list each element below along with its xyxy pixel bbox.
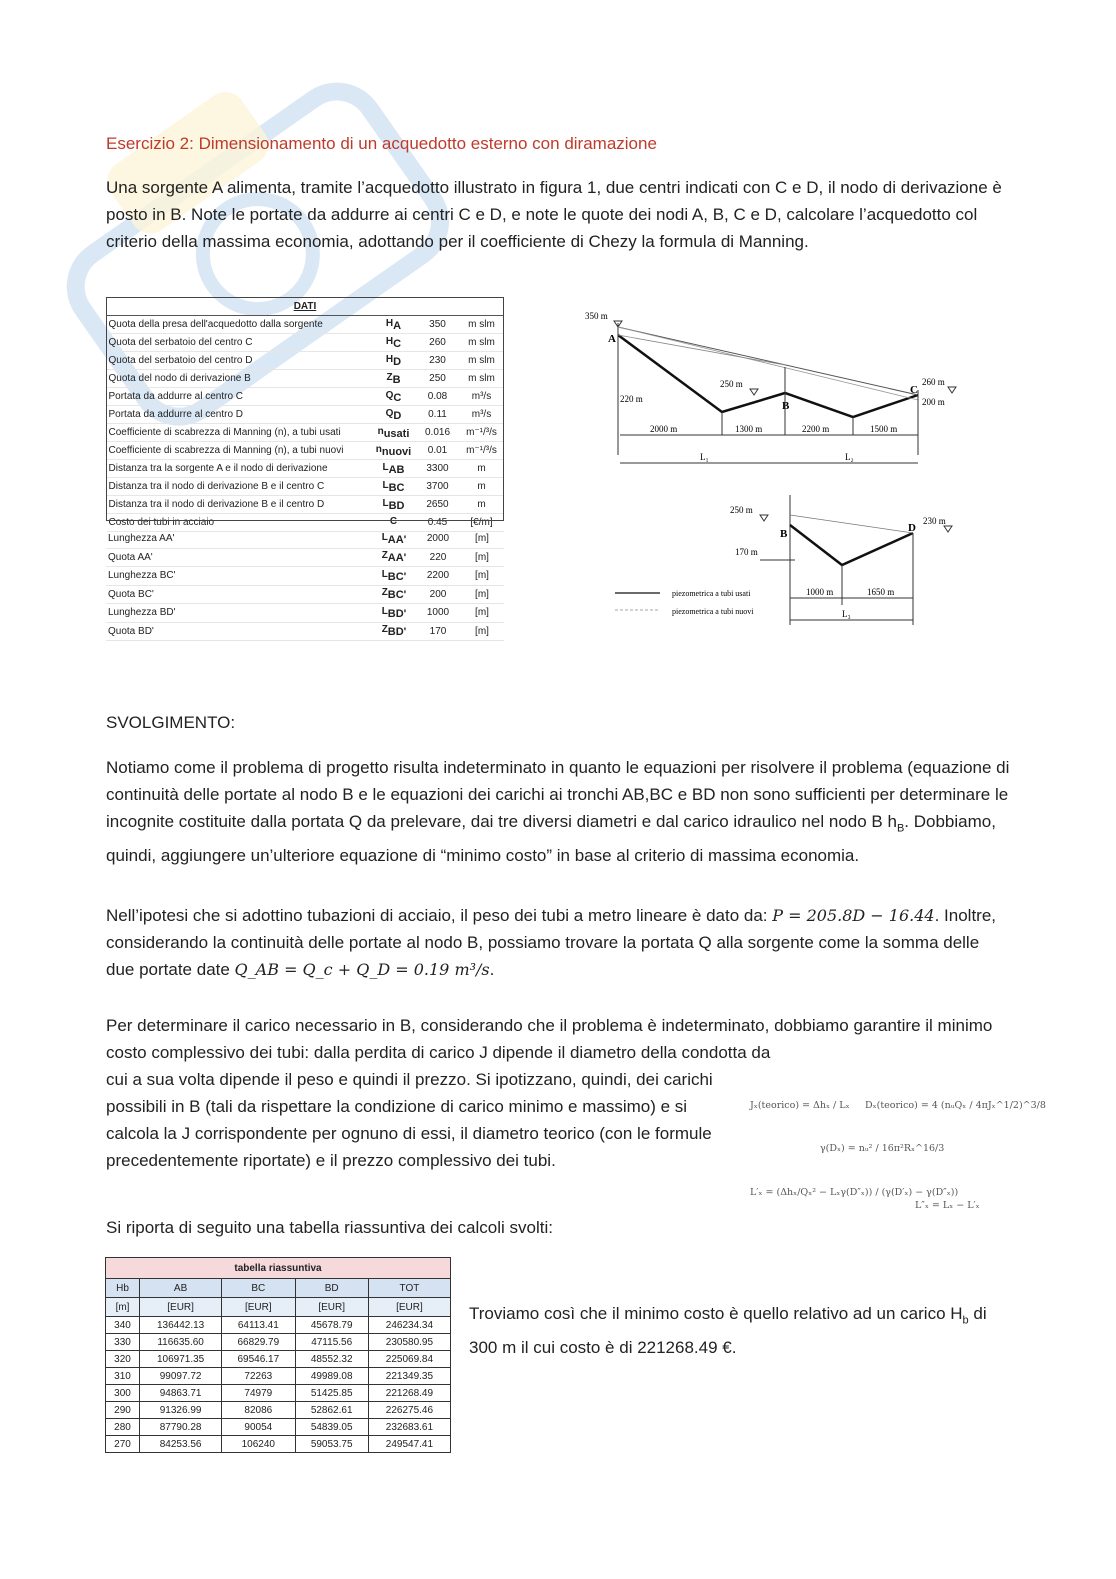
dati-value: 250 <box>416 370 460 388</box>
dati-value: 0.11 <box>416 406 460 424</box>
summary-cell: 84253.56 <box>140 1436 222 1453</box>
legend-new: piezometrica a tubi nuovi <box>672 607 754 616</box>
formula-d: Dₓ(teorico) = 4 (nᵤQₓ / 4πJₓ^1/2)^3/8 <box>865 1100 1046 1111</box>
summary-cell: 310 <box>106 1368 140 1385</box>
dati-symbol: $L_{BC}$ <box>372 478 416 496</box>
summary-cell: 116635.60 <box>140 1334 222 1351</box>
summary-cell: 82086 <box>222 1402 295 1419</box>
summary-unit-cell: [EUR] <box>368 1298 450 1317</box>
dati-symbol: $n_{nuovi}$ <box>372 442 416 460</box>
dati-value: 3700 <box>416 478 460 496</box>
label-aa-elev: 220 m <box>620 394 643 404</box>
dati-value: 200 <box>416 585 460 604</box>
dati-symbol: $H_D$ <box>372 352 416 370</box>
dati-symbol: $L_{AB}$ <box>372 460 416 478</box>
dati-unit: m slm <box>460 370 504 388</box>
summary-header-cell: AB <box>140 1279 222 1298</box>
summary-cell: 69546.17 <box>222 1351 295 1368</box>
summary-cell: 246234.34 <box>368 1317 450 1334</box>
paragraph-carico-2: cui a sua volta dipende il peso e quindi il prezzo. Si ipotizzano, quindi, dei carichi possibili in B (tali da rispettare la condizione di carico minimo e massimo) e si calcola la J corrispondente per ognuno di essi, il diametro teorico (con le formule precedentemente riportate) e il prezzo complessivo dei tubi. <box>106 1070 713 1170</box>
dati-value: 2650 <box>416 496 460 514</box>
summary-cell: 49989.08 <box>295 1368 368 1385</box>
dati-unit: [m] <box>460 585 504 604</box>
dati-row <box>107 370 504 388</box>
dati-unit: m slm <box>460 316 504 334</box>
dati-symbol: $L_{BD'}$ <box>372 604 416 623</box>
summary-cell: 47115.56 <box>295 1334 368 1351</box>
dati-unit: m <box>460 478 504 496</box>
dati-row <box>107 406 504 424</box>
paragraph-carico-1: Per determinare il carico necessario in B, considerando che il problema è indeterminato, dobbiamo garantire il minimo costo complessivo dei tubi: dalla perdita di carico J dipende il diametro della condotta da <box>106 1016 993 1062</box>
dati-row <box>106 567 504 586</box>
summary-cell: 221268.49 <box>368 1385 450 1402</box>
dati-row <box>107 478 504 496</box>
dati-row <box>107 352 504 370</box>
summary-cell: 290 <box>106 1402 140 1419</box>
summary-row <box>106 1419 451 1436</box>
node-c-label: C <box>910 384 918 396</box>
dati-symbol: $Z_{AA'}$ <box>372 548 416 567</box>
dati-row <box>107 514 504 532</box>
dati-label: Distanza tra la sorgente A e il nodo di derivazione <box>107 460 372 478</box>
equation-peso: P = 205.8D − 16.44 <box>772 906 935 925</box>
dati-value: 170 <box>416 622 460 641</box>
dati-row <box>106 548 504 567</box>
dist-4: 1500 m <box>870 424 898 434</box>
label-c-elev: 260 m <box>922 377 945 387</box>
dati-symbol: $Q_C$ <box>372 388 416 406</box>
summary-caption: tabella riassuntiva <box>106 1258 451 1279</box>
dati-symbol: $H_A$ <box>372 316 416 334</box>
dati-symbol: $Z_B$ <box>372 370 416 388</box>
dati-symbol: $n_{usati}$ <box>372 424 416 442</box>
summary-cell: 226275.46 <box>368 1402 450 1419</box>
label-l3: L₃ <box>842 609 851 619</box>
dati-row <box>107 334 504 352</box>
dati-unit: [m] <box>460 567 504 586</box>
summary-cell: 59053.75 <box>295 1436 368 1453</box>
summary-unit-cell: [m] <box>106 1298 140 1317</box>
summary-row <box>106 1351 451 1368</box>
exercise-title: Esercizio 2: Dimensionamento di un acquedotto esterno con diramazione <box>106 134 657 153</box>
summary-cell: 225069.84 <box>368 1351 450 1368</box>
dist-5: 1000 m <box>806 587 834 597</box>
summary-cell: 280 <box>106 1419 140 1436</box>
dati-label: Quota del serbatoio del centro C <box>107 334 372 352</box>
summary-cell: 221349.35 <box>368 1368 450 1385</box>
paragraph-tabella-intro: Si riporta di seguito una tabella riassuntiva dei calcoli svolti: <box>106 1218 553 1237</box>
summary-header-cell: TOT <box>368 1279 450 1298</box>
dati-row <box>106 622 504 641</box>
dati-symbol: $Q_D$ <box>372 406 416 424</box>
dati-value: 1000 <box>416 604 460 623</box>
summary-cell: 320 <box>106 1351 140 1368</box>
dati-unit: m⁻¹/³/s <box>460 424 504 442</box>
dati-label: Coefficiente di scabrezza di Manning (n), a tubi usati <box>107 424 372 442</box>
dati-row <box>106 530 504 548</box>
dati-unit: m³/s <box>460 406 504 424</box>
dist-2: 1300 m <box>735 424 763 434</box>
dati-row <box>107 496 504 514</box>
summary-table <box>105 1257 451 1453</box>
dati-unit: [m] <box>460 622 504 641</box>
summary-cell: 64113.41 <box>222 1317 295 1334</box>
dati-row <box>107 424 504 442</box>
label-d-elev: 230 m <box>923 516 946 526</box>
dati-label: Quota del nodo di derivazione B <box>107 370 372 388</box>
summary-row <box>106 1402 451 1419</box>
dati-unit: [€/m] <box>460 514 504 532</box>
node-b2-label: B <box>780 528 788 540</box>
legend-used: piezometrica a tubi usati <box>672 589 751 598</box>
dati-symbol: $L_{BC'}$ <box>372 567 416 586</box>
label-l2: L₂ <box>845 452 854 462</box>
dati-label: Lunghezza BD' <box>106 604 372 623</box>
dati-unit: [m] <box>460 530 504 548</box>
dati-unit: [m] <box>460 548 504 567</box>
dati-extra-table <box>106 530 504 641</box>
dati-label: Portata da addurre al centro D <box>107 406 372 424</box>
dati-unit: m³/s <box>460 388 504 406</box>
summary-cell: 136442.13 <box>140 1317 222 1334</box>
dati-symbol: $H_C$ <box>372 334 416 352</box>
summary-cell: 232683.61 <box>368 1419 450 1436</box>
equation-portata: Q_AB = Q_c + Q_D = 0.19 m³/s <box>234 960 490 979</box>
dati-row <box>107 460 504 478</box>
summary-cell: 330 <box>106 1334 140 1351</box>
dati-value: 220 <box>416 548 460 567</box>
svolgimento-heading: SVOLGIMENTO: <box>106 713 236 732</box>
summary-cell: 91326.99 <box>140 1402 222 1419</box>
summary-row <box>106 1436 451 1453</box>
label-a-elev: 350 m <box>585 311 608 321</box>
dati-unit: m slm <box>460 352 504 370</box>
summary-cell: 230580.95 <box>368 1334 450 1351</box>
dati-symbol: $L_{AA'}$ <box>372 530 416 548</box>
formula-l2: L″ₓ = Lₓ − L′ₓ <box>915 1200 980 1211</box>
dati-label: Distanza tra il nodo di derivazione B e il centro D <box>107 496 372 514</box>
summary-cell: 45678.79 <box>295 1317 368 1334</box>
summary-header-cell: Hb <box>106 1279 140 1298</box>
summary-cell: 72263 <box>222 1368 295 1385</box>
dati-label: Quota del serbatoio del centro D <box>107 352 372 370</box>
dati-value: 3300 <box>416 460 460 478</box>
summary-cell: 66829.79 <box>222 1334 295 1351</box>
dati-label: Distanza tra il nodo di derivazione B e il centro C <box>107 478 372 496</box>
dati-unit: m <box>460 460 504 478</box>
summary-header-cell: BD <box>295 1279 368 1298</box>
dist-1: 2000 m <box>650 424 678 434</box>
intro-paragraph: Una sorgente A alimenta, tramite l’acquedotto illustrato in figura 1, due centri indicati con C e D, il nodo di derivazione è posto in B. Note le portate da addurre ai centri C e D, e note le quote dei nodi A, B, C e D, calcolare l’acquedotto col criterio della massima economia, adottando per il coefficiente di Chezy la formula di Manning. <box>106 178 1002 251</box>
dati-value: 2200 <box>416 567 460 586</box>
dati-label: Quota AA' <box>106 548 372 567</box>
dati-row <box>107 442 504 460</box>
dati-label: Lunghezza BC' <box>106 567 372 586</box>
summary-cell: 249547.41 <box>368 1436 450 1453</box>
dati-unit: m slm <box>460 334 504 352</box>
dati-row <box>107 316 504 334</box>
dati-header: DATI <box>107 298 504 316</box>
label-c-low: 200 m <box>922 397 945 407</box>
dati-value: 260 <box>416 334 460 352</box>
aqueduct-diagram <box>580 305 970 635</box>
dati-label: Quota BD' <box>106 622 372 641</box>
summary-row <box>106 1368 451 1385</box>
dati-value: 0.08 <box>416 388 460 406</box>
summary-unit-cell: [EUR] <box>295 1298 368 1317</box>
dati-value: 230 <box>416 352 460 370</box>
dati-symbol: $L_{BD}$ <box>372 496 416 514</box>
node-a-label: A <box>608 333 616 345</box>
summary-unit-cell: [EUR] <box>222 1298 295 1317</box>
summary-cell: 106971.35 <box>140 1351 222 1368</box>
dati-value: 2000 <box>416 530 460 548</box>
summary-cell: 51425.85 <box>295 1385 368 1402</box>
summary-cell: 87790.28 <box>140 1419 222 1436</box>
node-d-label: D <box>908 522 916 534</box>
dist-3: 2200 m <box>802 424 830 434</box>
dati-symbol: C <box>372 514 416 532</box>
summary-cell: 74979 <box>222 1385 295 1402</box>
dati-label: Quota BC' <box>106 585 372 604</box>
dati-unit: m⁻¹/³/s <box>460 442 504 460</box>
dati-label: Quota della presa dell'acquedotto dalla sorgente <box>107 316 372 334</box>
dati-value: 0.016 <box>416 424 460 442</box>
label-b2-elev: 250 m <box>730 505 753 515</box>
formula-l1: L′ₓ = (Δhₓ/Qₓ² − Lₓγ(D″ₓ)) / (γ(D′ₓ) − γ(D″ₓ)) <box>750 1187 959 1198</box>
paragraph-indeterminato: Notiamo come il problema di progetto risulta indeterminato in quanto le equazioni per risolvere il problema (equazione di continuità delle portate al nodo B e le equazioni dei carichi ai tronchi AB,BC e BD non sono sufficienti per determinare le incognite costituite dalla portata Q da prelevare, dai tre diversi diametri e dal carico idraulico nel nodo B $h_B$. Dobbiamo, quindi, aggiungere un’ulteriore equazione di “minimo costo” in base al criterio di massima economia. <box>106 758 1010 866</box>
dati-label: Coefficiente di scabrezza di Manning (n), a tubi nuovi <box>107 442 372 460</box>
dati-row <box>107 388 504 406</box>
summary-row <box>106 1334 451 1351</box>
dati-label: Costo dei tubi in acciaio <box>107 514 372 532</box>
summary-row <box>106 1317 451 1334</box>
summary-cell: 90054 <box>222 1419 295 1436</box>
dist-6: 1650 m <box>867 587 895 597</box>
dati-table <box>106 297 504 532</box>
summary-cell: 106240 <box>222 1436 295 1453</box>
summary-cell: 94863.71 <box>140 1385 222 1402</box>
formula-j: Jₓ(teorico) = Δhₓ / Lₓ <box>750 1100 850 1111</box>
dati-row <box>106 604 504 623</box>
label-b2-low: 170 m <box>735 547 758 557</box>
dati-value: 0.45 <box>416 514 460 532</box>
summary-cell: 300 <box>106 1385 140 1402</box>
dati-symbol: $Z_{BD'}$ <box>372 622 416 641</box>
summary-row <box>106 1385 451 1402</box>
summary-cell: 52862.61 <box>295 1402 368 1419</box>
summary-header-cell: BC <box>222 1279 295 1298</box>
summary-cell: 99097.72 <box>140 1368 222 1385</box>
paragraph-peso-tubi: Nell’ipotesi che si adottino tubazioni di acciaio, il peso dei tubi a metro lineare è dato da: P = 205.8D − 16.44. Inoltre, considerando la continuità delle portate al nodo B, possiamo trovare la portata Q alla sorgente come la somma delle due portate date Q_AB = Q_c + Q_D = 0.19 m³/s. <box>106 906 997 979</box>
dati-unit: [m] <box>460 604 504 623</box>
dati-unit: m <box>460 496 504 514</box>
label-b-elev: 250 m <box>720 379 743 389</box>
summary-cell: 48552.32 <box>295 1351 368 1368</box>
dati-label: Lunghezza AA' <box>106 530 372 548</box>
dati-row <box>106 585 504 604</box>
formulas-block <box>745 1083 1046 1213</box>
dati-value: 350 <box>416 316 460 334</box>
summary-cell: 54839.05 <box>295 1419 368 1436</box>
label-l1: L₁ <box>700 452 709 462</box>
formula-gamma: γ(Dₓ) = nᵤ² / 16π²Rₓ^16/3 <box>820 1143 945 1154</box>
summary-unit-cell: [EUR] <box>140 1298 222 1317</box>
summary-cell: 270 <box>106 1436 140 1453</box>
dati-label: Portata da addurre al centro C <box>107 388 372 406</box>
node-b-label: B <box>782 400 790 412</box>
dati-symbol: $Z_{BC'}$ <box>372 585 416 604</box>
summary-cell: 340 <box>106 1317 140 1334</box>
conclusion-paragraph: Troviamo così che il minimo costo è quello relativo ad un carico $H_b$ di 300 m il cui costo è di 221268.49 €. <box>469 1304 987 1358</box>
dati-value: 0.01 <box>416 442 460 460</box>
